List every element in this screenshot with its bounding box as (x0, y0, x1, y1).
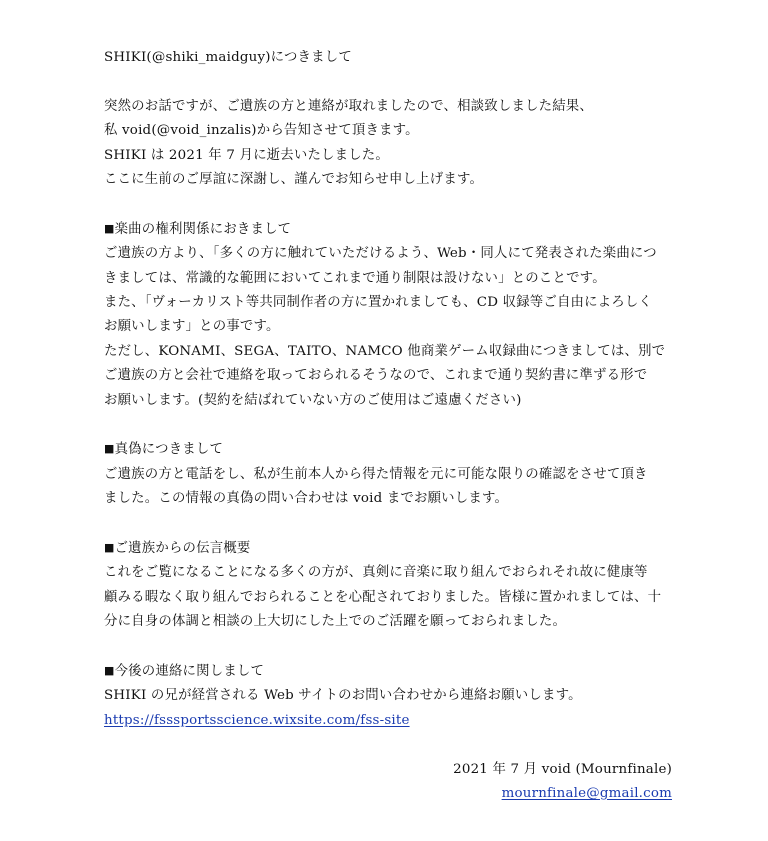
section-line: これをご覧になることになる多くの方が、真剣に音楽に取り組んでおられそれ故に健康等 (104, 565, 648, 581)
intro-paragraph (104, 95, 672, 193)
intro-line: ここに生前のご厚誼に深謝し、謹んでお知らせ申し上げます。 (104, 172, 484, 188)
square-bullet-icon: ■ (104, 221, 115, 235)
section-line: 分に自身の体調と相談の上大切にした上でのご活躍を願っておられました。 (104, 614, 567, 630)
section-heading: ■真偽につきまして (104, 442, 224, 458)
section-line: ご遺族の方と電話をし、私が生前本人から得た情報を元に可能な限りの確認をさせて頂き (104, 466, 648, 482)
signature-block (104, 758, 672, 807)
document-title: SHIKI(@shiki_maidguy)につきまして (104, 50, 352, 65)
section-line: きましては、常識的な範囲においてこれまで通り制限は設けない」とのことです。 (104, 270, 606, 286)
intro-line: SHIKI は 2021 年 7 月に逝去いたしました。 (104, 147, 389, 163)
square-bullet-icon: ■ (104, 664, 115, 678)
section-heading: ■楽曲の権利関係におきまして (104, 221, 292, 237)
signature-date-author: 2021 年 7 月 void (Mournfinale) (453, 761, 672, 777)
section-line: また、「ヴォーカリスト等共同制作者の方に置かれましても、CD 収録等ご自由によろしく (104, 295, 653, 311)
section-heading: ■ご遺族からの伝言概要 (104, 541, 251, 557)
square-bullet-icon: ■ (104, 541, 115, 555)
contact-website-link[interactable]: https://fsssportsscience.wixsite.com/fss-site (104, 712, 410, 728)
section-heading: ■今後の連絡に関しまして (104, 664, 265, 680)
section-line: ただし、KONAMI、SEGA、TAITO、NAMCO 他商業ゲーム収録曲につきましては、別で (104, 343, 666, 359)
square-bullet-icon: ■ (104, 442, 115, 456)
section-authenticity (104, 437, 672, 511)
section-contact (104, 659, 672, 733)
section-line: ました。この情報の真偽の問い合わせは void までお願いします。 (104, 491, 509, 507)
section-line: ご遺族の方と会社で連絡を取っておられるそうなので、これまで通り契約書に準ずる形で (104, 368, 648, 384)
section-family-message (104, 536, 672, 635)
section-line: 顧みる暇なく取り組んでおられることを心配されておりました。皆様に置かれましては、十 (104, 589, 662, 605)
intro-line: 私 void(@void_inzalis)から告知させて頂きます。 (104, 123, 419, 139)
section-line: お願いします」との事です。 (104, 319, 280, 335)
intro-line: 突然のお話ですが、ご遺族の方と連絡が取れましたので、相談致しました結果、 (104, 98, 593, 114)
section-line: SHIKI の兄が経営される Web サイトのお問い合わせから連絡お願いします。 (104, 688, 582, 704)
section-rights (104, 217, 672, 413)
contact-email-link[interactable]: mournfinale@gmail.com (501, 786, 672, 802)
section-line: ご遺族の方より、「多くの方に触れていただけるよう、Web・同人にて発表された楽曲につ (104, 246, 657, 262)
section-line: お願いします。(契約を結ばれていない方のご使用はご遠慮ください) (104, 392, 522, 408)
